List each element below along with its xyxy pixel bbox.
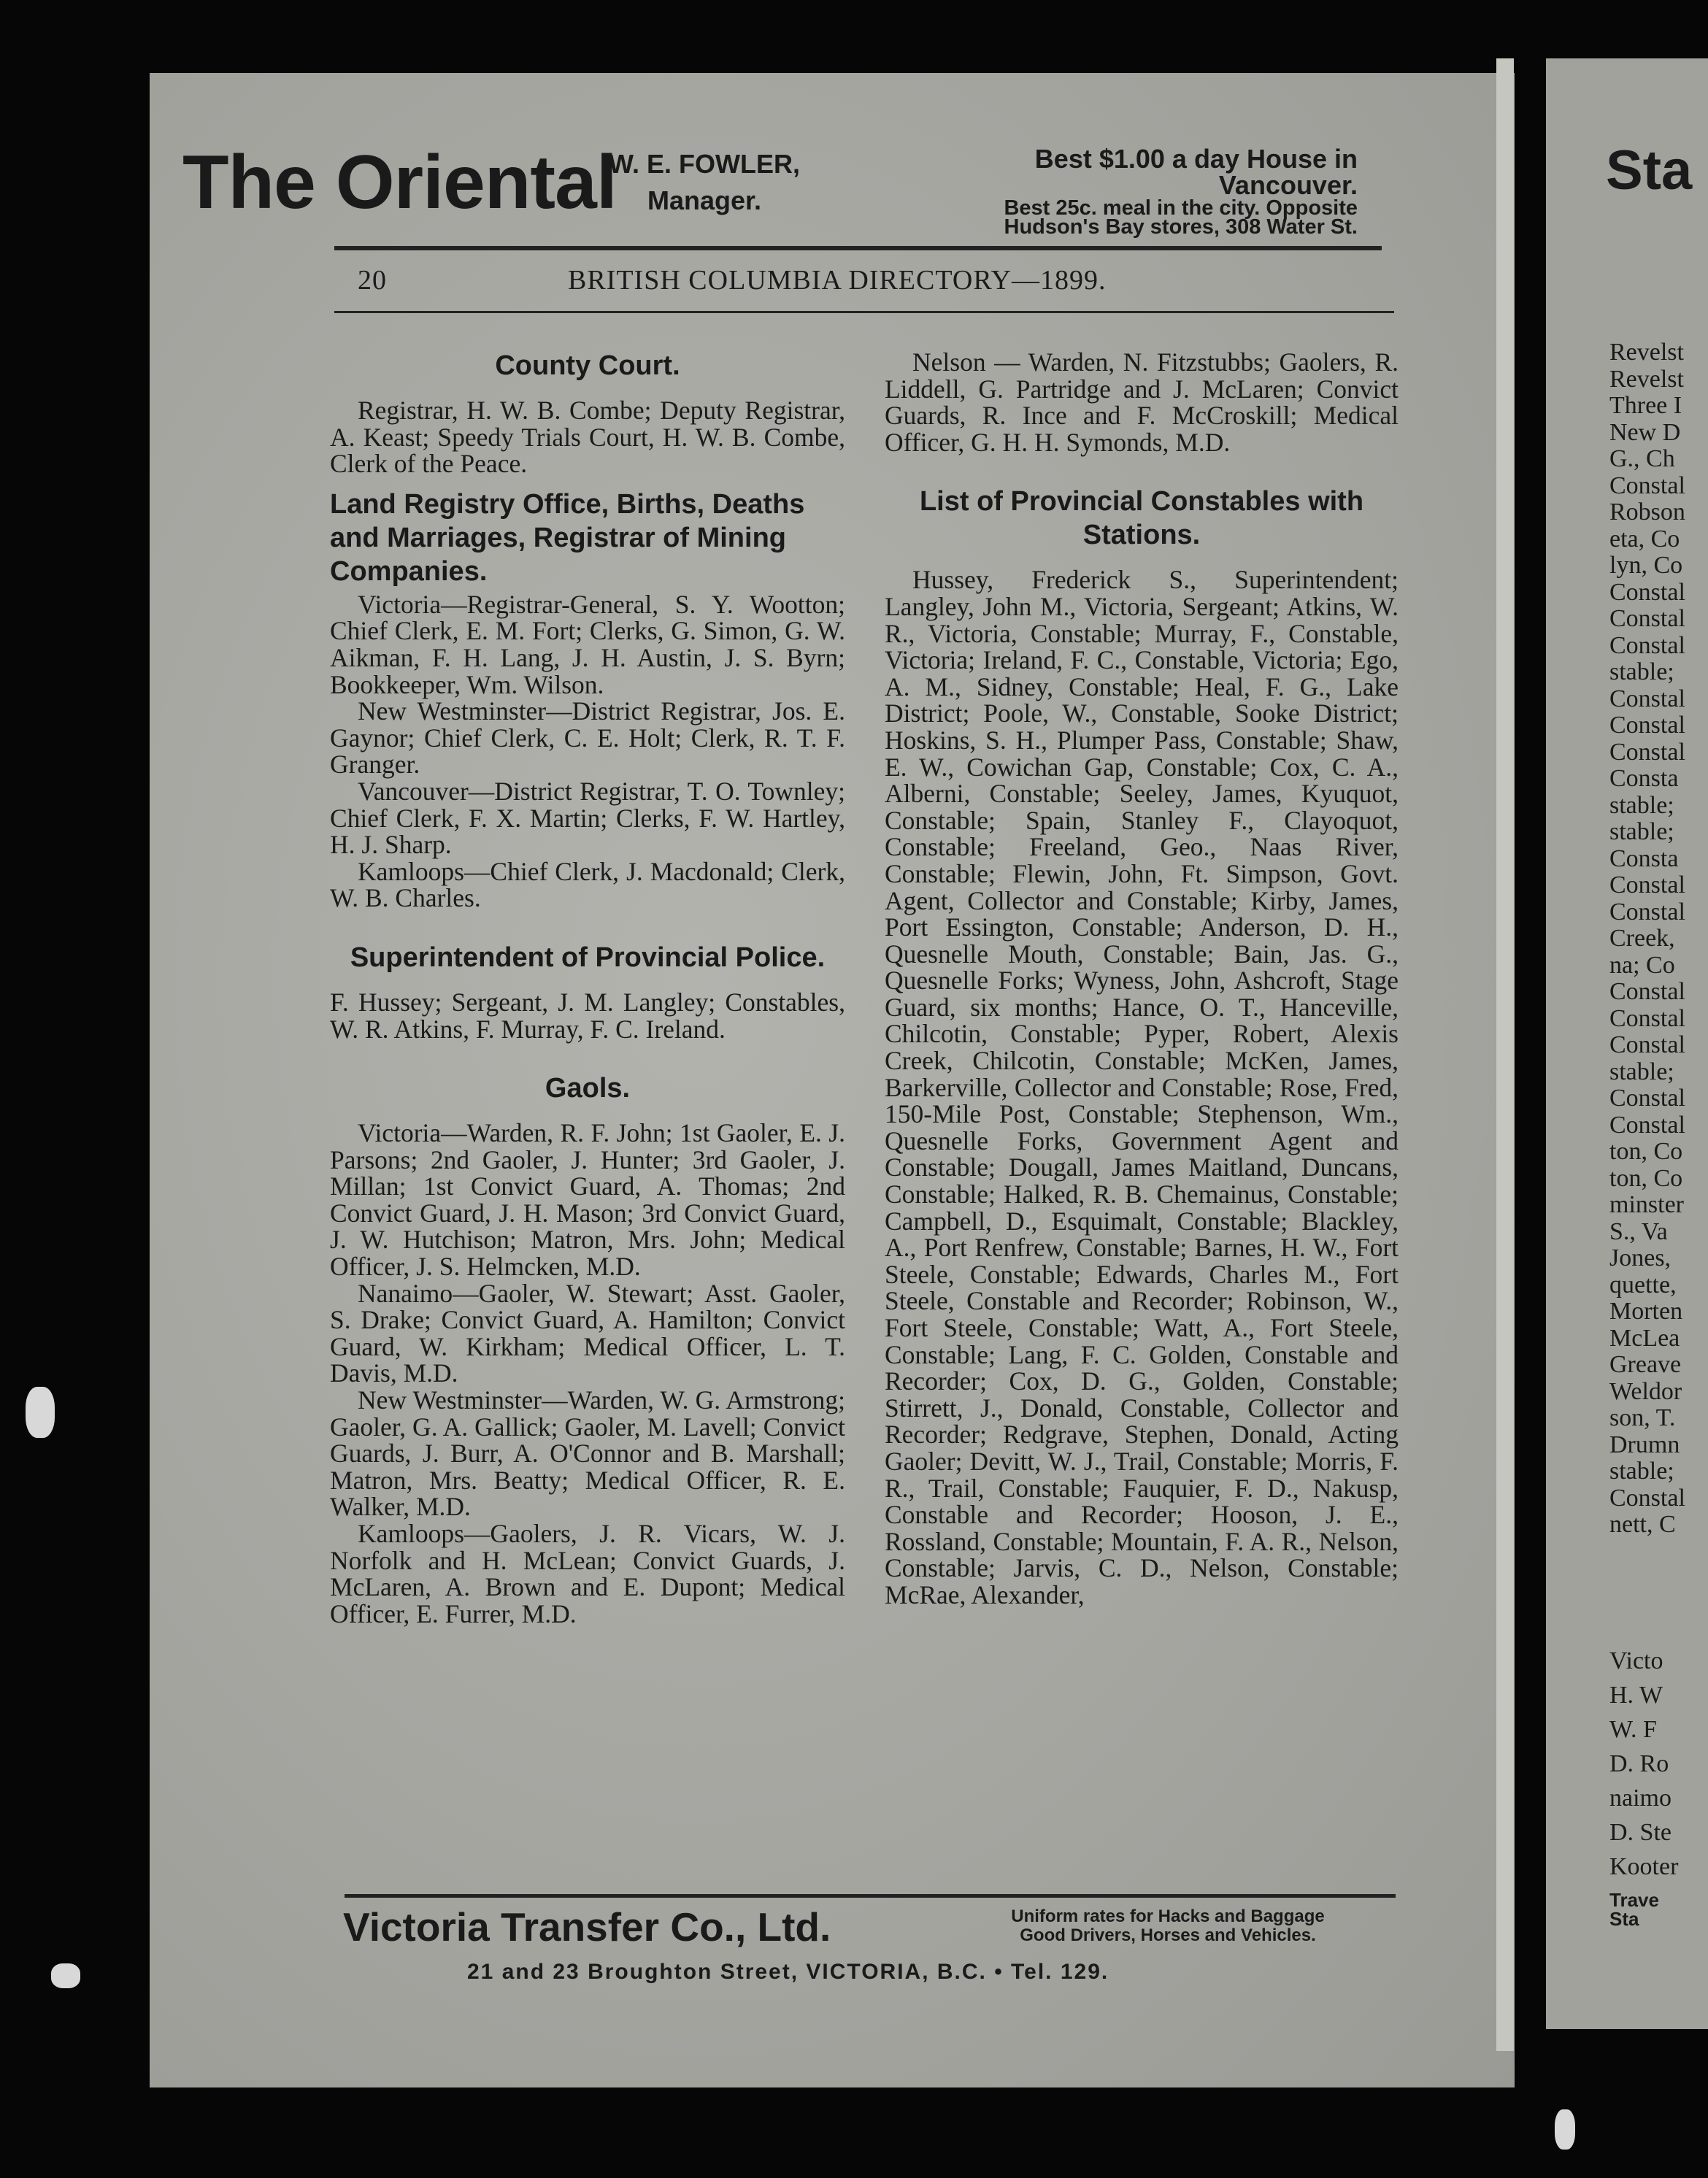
adjacent-line: McLea xyxy=(1609,1324,1680,1352)
directory-entry: Nelson — Warden, N. Fitzstubbs; Gaolers, R. Liddell, G. Partridge and J. McLaren; Convict Guards, R. Ince and F. McCroskill; Medical Officer, G. H. H. Symonds, M.D. xyxy=(885,347,1399,457)
adjacent-line: ton, Co xyxy=(1609,1164,1683,1192)
directory-entry: F. Hussey; Sergeant, J. M. Langley; Constables, W. R. Atkins, F. Murray, F. C. Ireland. xyxy=(330,987,845,1044)
ad-company-address: 21 and 23 Broughton Street, VICTORIA, B.C. • Tel. 129. xyxy=(467,1960,1109,1984)
ad-tagline: Best $1.00 a day House in Vancouver. xyxy=(1034,144,1358,200)
adjacent-line: S., Va xyxy=(1609,1217,1668,1245)
adjacent-line: Morten xyxy=(1609,1298,1683,1325)
adjacent-line: na; Co xyxy=(1609,951,1675,979)
running-head-rule xyxy=(334,311,1394,313)
adjacent-line: Constal xyxy=(1609,712,1685,739)
adjacent-line: Consta xyxy=(1609,844,1679,872)
adjacent-line: son, T. xyxy=(1609,1404,1676,1431)
adjacent-line: Revelst xyxy=(1609,365,1684,393)
adjacent-line: Revelst xyxy=(1609,339,1684,366)
adjacent-line: Sta xyxy=(1609,1908,1639,1930)
right-column xyxy=(885,349,1399,1609)
adjacent-line: Robson xyxy=(1609,499,1685,526)
adjacent-line: stable; xyxy=(1609,1458,1674,1485)
directory-entry: Hussey, Frederick S., Superintendent; Langley, John M., Victoria, Sergeant; Atkins, W. R., Victoria, Constable; Murray, F., Constable, Victoria; Ireland, F. C., Constable, Victoria; Ego, A. M., Sidney, Constable; Heal, F. G., Lake District; Poole, W., Constable, Sooke District; Hoskins, S. H., Plumper Pass, Constable; Shaw, E. W., Cowichan Gap, Constable; Cox, C. A., Alberni, Constable; Seeley, James, Kyuquot, Constable; Spain, Stanley F., Clayoquot, Constable; Freeland, Geo., Naas River, Constable; Flewin, John, Ft. Simpson, Govt. Agent, Collector and Constable; Kirby, James, Port Essington, Constable; Anderson, D. H., Quesnelle Mouth, Constable; Bain, Jas. G., Quesnelle Forks; Wyness, John, Ashcroft, Stage Guard, six months; Hance, O. T., Hanceville, Chilcotin, Constable; Pyper, Robert, Alexis Creek, Chilcotin, Constable; McKen, James, Barkerville, Collector and Constable; Rose, Fred, 150-Mile Post, Constable; Stephenson, Wm., Quesnelle Forks, Government Agent and Constable; Dougall, James Maitland, Duncans, Constable; Halked, R. B. Chemainus, Constable; Campbell, D., Esquimalt, Constable; Blackley, A., Port Renfrew, Constable; Barnes, H. W., Fort Steele, Constable; Edwards, Charles M., Fort Steele, Constable and Recorder; Robinson, W., Fort Steele, Constable; Watt, A., Fort Steele, Constable; Lang, F. C. Golden, Constable and Recorder; Cox, D. G., Golden, Constable; Stirrett, J., Donald, Constable, Collector and Recorder; Redgrave, Stephen, Donald, Acting Gaoler; Devitt, W. J., Trail, Constable; Morris, F. R., Trail, Constable; Fauquier, F. D., Nakusp, Constable and Recorder; Hooson, J. E., Rossland, Constable; Mountain, F. A. R., Nelson, Constable; Jarvis, C. D., Nelson, Constable; McRae, Alexander, xyxy=(885,565,1399,1609)
ad-tagline-block xyxy=(927,144,1358,239)
adjacent-line: Constal xyxy=(1609,738,1685,766)
ad-manager-name: W. E. FOWLER, xyxy=(609,149,800,179)
adjacent-line: Constal xyxy=(1609,1085,1685,1112)
ad-address: Hudson's Bay stores, 308 Water St. xyxy=(1004,215,1358,239)
adjacent-line: Constal xyxy=(1609,605,1685,632)
adjacent-line: Greave xyxy=(1609,1351,1682,1378)
adjacent-line: Constal xyxy=(1609,978,1685,1005)
scan-speck xyxy=(1555,2109,1575,2150)
adjacent-line: stable; xyxy=(1609,658,1674,685)
adjacent-line: Kooter xyxy=(1609,1853,1679,1880)
directory-entry: Nanaimo—Gaoler, W. Stewart; Asst. Gaoler, S. Drake; Convict Guard, A. Hamilton; Convict Guard, W. Kirkham; Medical Officer, L. T. Davis, M.D. xyxy=(330,1278,845,1388)
adjacent-line: H. W xyxy=(1609,1682,1663,1709)
adjacent-line: naimo xyxy=(1609,1785,1672,1812)
scan-speck xyxy=(26,1387,55,1438)
ad-title: The Oriental xyxy=(182,140,617,225)
adjacent-line: Constal xyxy=(1609,631,1685,659)
ad-manager xyxy=(584,146,825,219)
directory-entry: Kamloops—Gaolers, J. R. Vicars, W. J. Norfolk and H. McLean; Convict Guards, J. McLaren, A. Brown and E. Dupont; Medical Officer, E. Furrer, M.D. xyxy=(330,1519,845,1628)
directory-entry: Kamloops—Chief Clerk, J. Macdonald; Clerk, W. B. Charles. xyxy=(330,856,845,913)
adjacent-line: Drumn xyxy=(1609,1431,1680,1458)
adjacent-line: Three I xyxy=(1609,392,1682,419)
adjacent-page-lines-lower xyxy=(1609,1644,1678,1884)
ad-rates-line2: Good Drivers, Horses and Vehicles. xyxy=(1020,1925,1316,1945)
ad-manager-role: Manager. xyxy=(647,185,762,215)
section-heading: List of Provincial Constables with Stations. xyxy=(919,486,1364,551)
left-column xyxy=(330,349,845,1627)
ad-rates-line1: Uniform rates for Hacks and Baggage xyxy=(1011,1906,1325,1926)
ad-meal: Best 25c. meal in the city. Opposite xyxy=(1004,196,1358,220)
adjacent-line: quette, xyxy=(1609,1271,1677,1298)
adjacent-line: Creek, xyxy=(1609,925,1675,952)
directory-entry: New Westminster—Warden, W. G. Armstrong; Gaoler, G. A. Gallick; Gaoler, M. Lavell; Convict Guards, J. Burr, A. O'Connor and B. Marshall; Matron, Mrs. Beatty; Medical Officer, R. E. Walker, M.D. xyxy=(330,1385,845,1522)
adjacent-line: nett, C xyxy=(1609,1511,1676,1538)
adjacent-line: Constal xyxy=(1609,1484,1685,1512)
adjacent-page-footer xyxy=(1609,1890,1659,1928)
adjacent-page-lines xyxy=(1609,339,1685,1539)
directory-entry: Registrar, H. W. B. Combe; Deputy Registrar, A. Keast; Speedy Trials Court, H. W. B. Combe, Clerk of the Peace. xyxy=(330,396,845,479)
page-spine xyxy=(1496,58,1514,2051)
footer-rule xyxy=(345,1894,1396,1898)
header-advertisement xyxy=(182,139,1394,248)
adjacent-line: G., Ch xyxy=(1609,445,1675,472)
adjacent-line: eta, Co xyxy=(1609,525,1680,553)
adjacent-line: stable; xyxy=(1609,818,1674,845)
adjacent-line: Constal xyxy=(1609,1004,1685,1032)
adjacent-line: Constal xyxy=(1609,871,1685,898)
adjacent-line: lyn, Co xyxy=(1609,552,1683,579)
footer-advertisement xyxy=(343,1901,1394,1989)
adjacent-line: ton, Co xyxy=(1609,1138,1683,1165)
adjacent-page-header: Sta xyxy=(1606,139,1693,201)
adjacent-line: Trave xyxy=(1609,1889,1659,1911)
adjacent-line: Constal xyxy=(1609,1111,1685,1139)
adjacent-line: Constal xyxy=(1609,685,1685,712)
running-title: BRITISH COLUMBIA DIRECTORY—1899. xyxy=(568,265,1107,296)
directory-entry: Victoria—Registrar-General, S. Y. Wootton; Chief Clerk, E. M. Fort; Clerks, G. Simon, G. W. Aikman, F. H. Lang, J. H. Austin, J. S. Byrn; Bookkeeper, Wm. Wilson. xyxy=(330,589,845,699)
section-heading: Gaols. xyxy=(545,1073,631,1104)
ad-rates xyxy=(956,1907,1380,1945)
adjacent-line: Jones, xyxy=(1609,1244,1672,1271)
directory-entry: Vancouver—District Registrar, T. O. Townley; Chief Clerk, F. X. Martin; Clerks, F. W. Hartley, H. J. Sharp. xyxy=(330,776,845,860)
adjacent-line: Victo xyxy=(1609,1647,1663,1674)
adjacent-line: Constal xyxy=(1609,898,1685,926)
scan-speck xyxy=(51,1963,80,1988)
adjacent-line: Constal xyxy=(1609,578,1685,606)
header-rule xyxy=(334,246,1382,250)
adjacent-line: New D xyxy=(1609,418,1681,446)
adjacent-line: Constal xyxy=(1609,1031,1685,1058)
adjacent-line: W. F xyxy=(1609,1716,1657,1743)
ad-company-name: Victoria Transfer Co., Ltd. xyxy=(343,1904,831,1950)
directory-entry: New Westminster—District Registrar, Jos. E. Gaynor; Chief Clerk, C. E. Holt; Clerk, R. T. F. Granger. xyxy=(330,696,845,780)
adjacent-line: stable; xyxy=(1609,1058,1674,1085)
adjacent-line: Consta xyxy=(1609,765,1679,792)
adjacent-line: stable; xyxy=(1609,791,1674,819)
directory-entry: Victoria—Warden, R. F. John; 1st Gaoler, E. J. Parsons; 2nd Gaoler, J. Hunter; 3rd Gaoler, J. Millan; 1st Convict Guard, A. Thomas; 2nd Convict Guard, J. H. Mason; 3rd Convict Guard, J. W. Hutchison; Matron, Mrs. John; Medical Officer, J. S. Helmcken, M.D. xyxy=(330,1118,845,1282)
section-heading: Land Registry Office, Births, Deaths and Marriages, Registrar of Mining Companies. xyxy=(330,488,805,587)
adjacent-line: D. Ro xyxy=(1609,1750,1669,1777)
adjacent-line: Weldor xyxy=(1609,1377,1682,1405)
page-number: 20 xyxy=(358,265,387,296)
section-heading: County Court. xyxy=(495,350,680,381)
section-heading: Superintendent of Provincial Police. xyxy=(350,942,826,973)
adjacent-line: minster xyxy=(1609,1191,1684,1218)
adjacent-line: Constal xyxy=(1609,472,1685,499)
adjacent-line: D. Ste xyxy=(1609,1819,1672,1846)
